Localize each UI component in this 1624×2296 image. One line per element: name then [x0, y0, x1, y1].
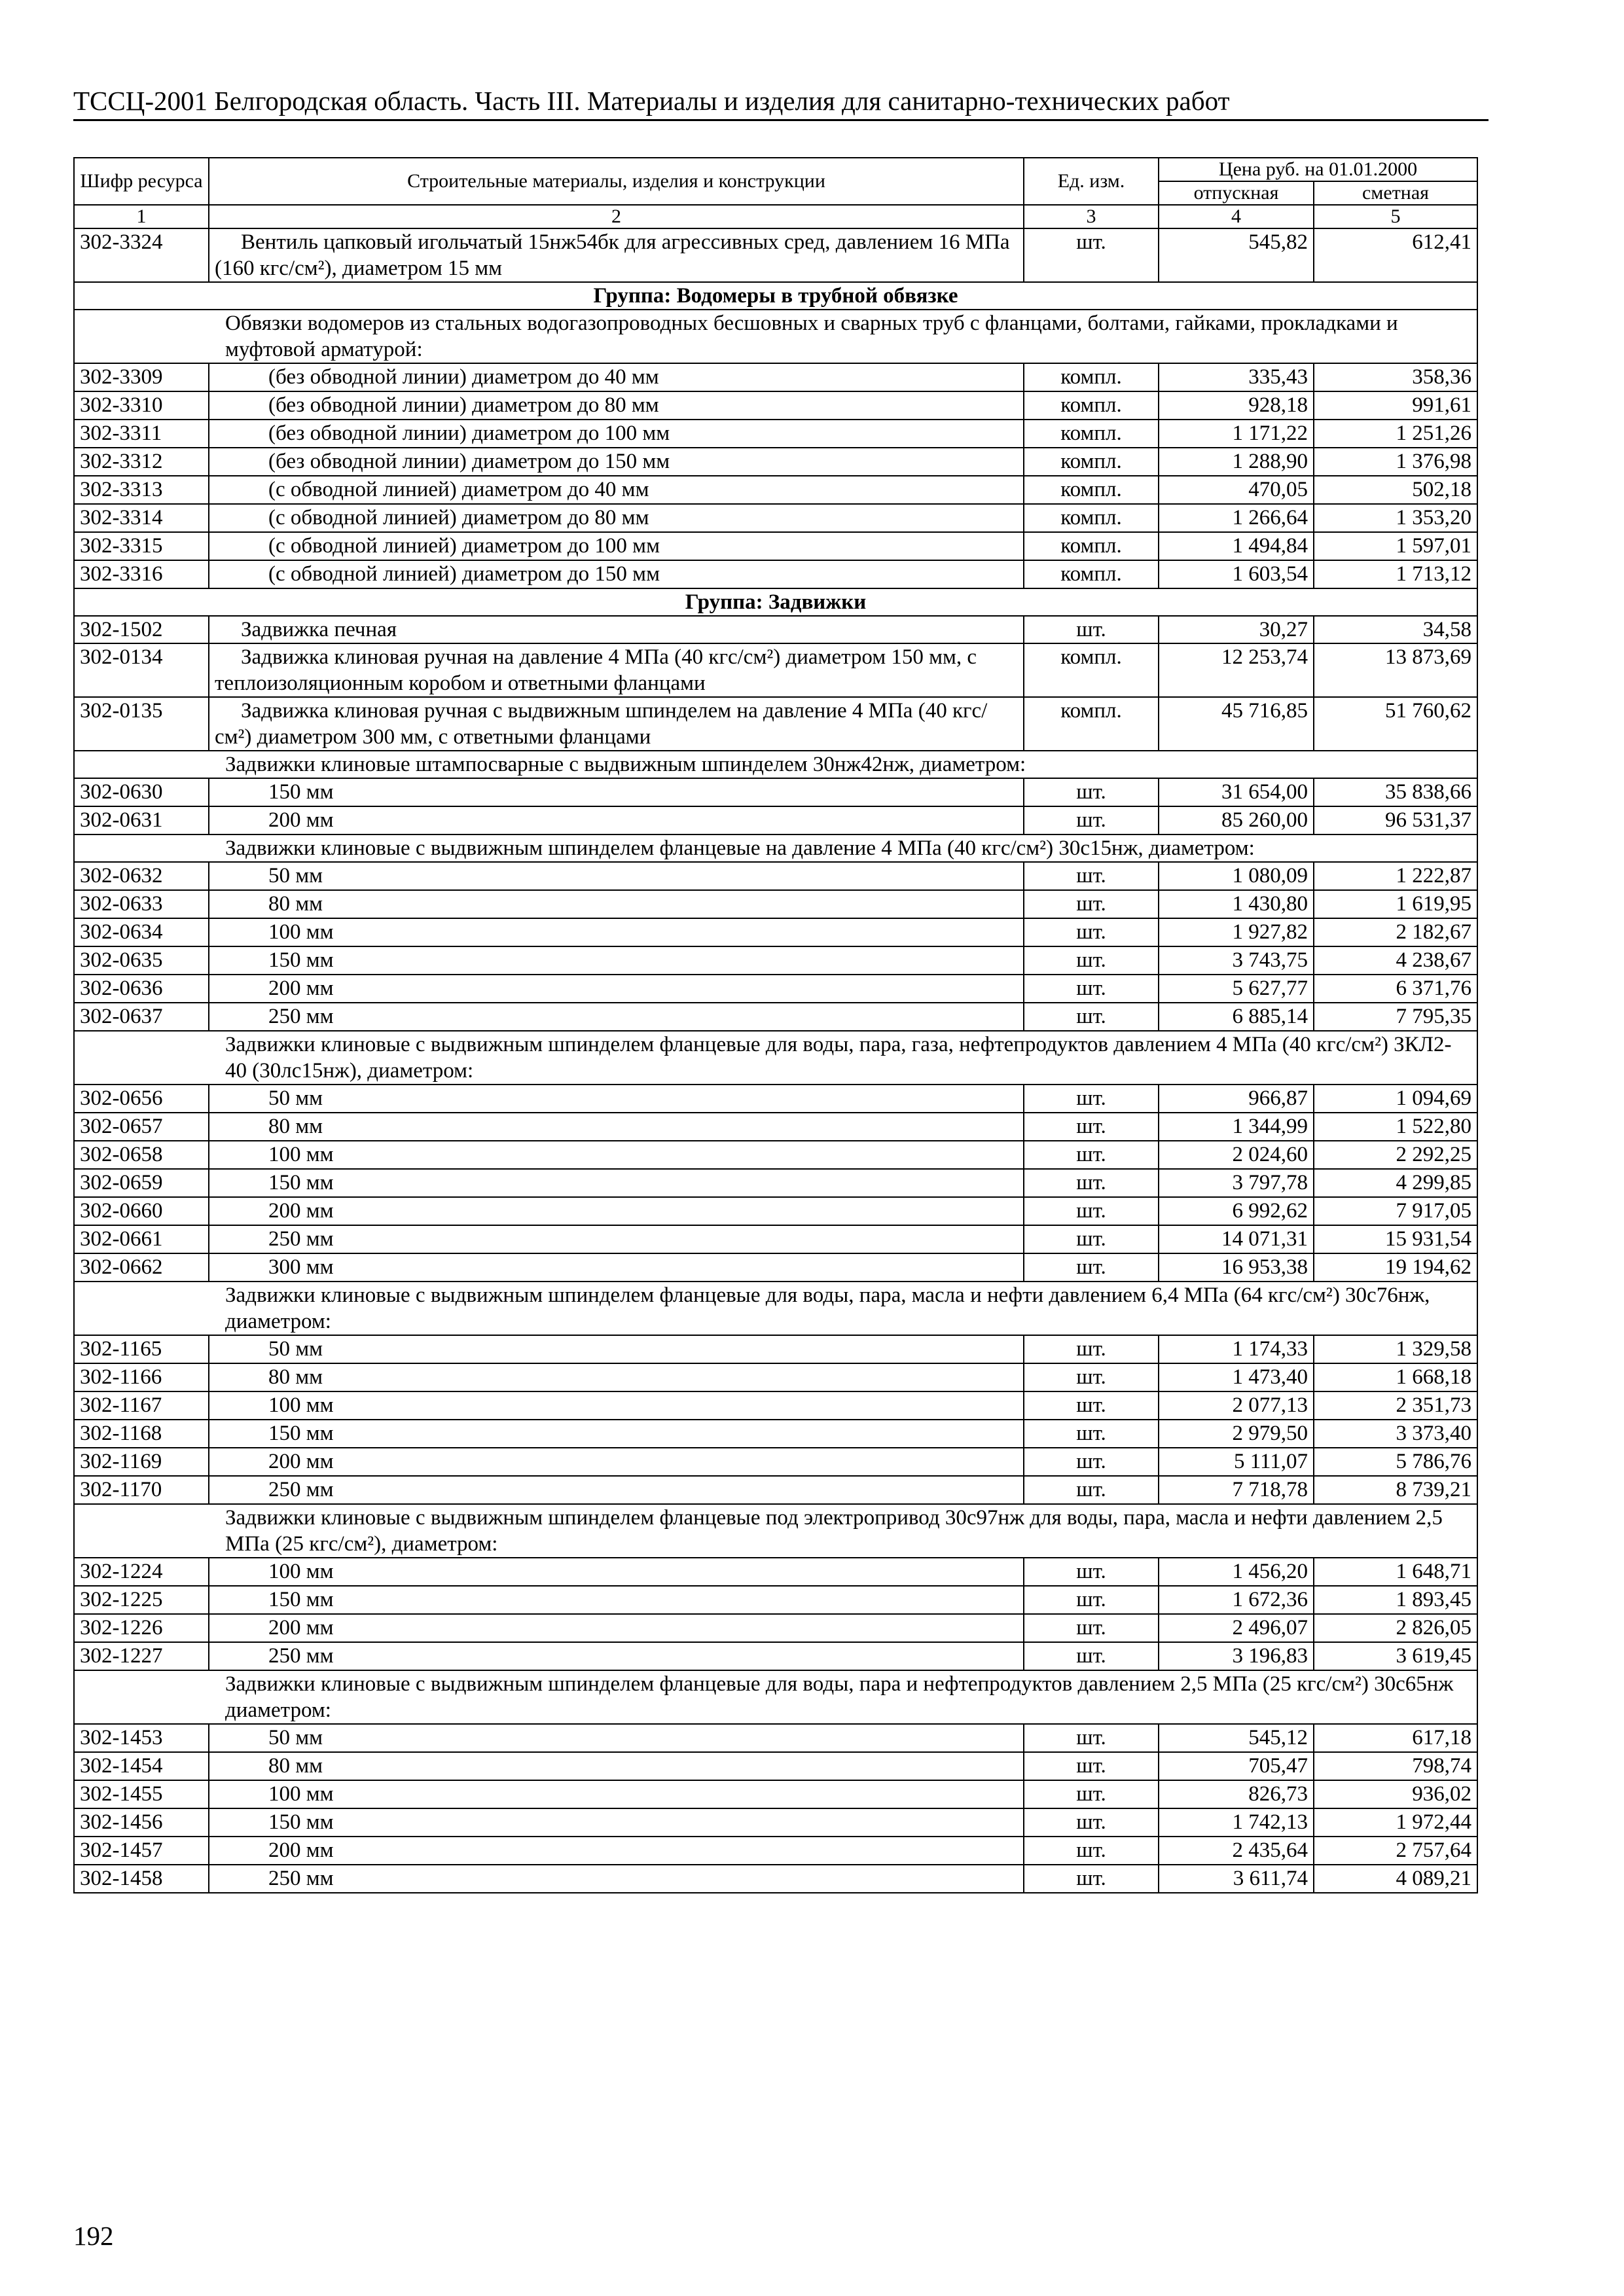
table-row	[74, 1113, 1477, 1141]
unit-cell: шт.	[1024, 1642, 1159, 1670]
column-number: 4	[1159, 205, 1314, 228]
table-row	[74, 1335, 1477, 1363]
estimate-price: 6 371,76	[1314, 975, 1477, 1003]
item-name: (с обводной линией) диаметром до 100 мм	[209, 532, 1024, 560]
unit-cell: шт.	[1024, 1448, 1159, 1476]
resource-code: 302-0661	[74, 1225, 209, 1253]
table-header-row	[74, 158, 1477, 181]
item-name: 250 мм	[209, 1642, 1024, 1670]
resource-code: 302-1502	[74, 616, 209, 643]
table-row	[74, 1141, 1477, 1169]
unit-cell: шт.	[1024, 1391, 1159, 1420]
unit-cell: шт.	[1024, 1780, 1159, 1808]
unit-cell: шт.	[1024, 1141, 1159, 1169]
subgroup-description: Задвижки клиновые с выдвижным шпинделем фланцевые под электропривод 30с97нж для воды, пара, масла и нефти давлением 2,5 МПа (25 кгс/см²), диаметром:	[74, 1504, 1477, 1558]
unit-cell: компл.	[1024, 476, 1159, 504]
release-price: 705,47	[1159, 1752, 1314, 1780]
column-number: 2	[209, 205, 1024, 228]
unit-cell: шт.	[1024, 1808, 1159, 1837]
release-price: 85 260,00	[1159, 806, 1314, 834]
header-estimate: сметная	[1314, 181, 1477, 205]
resource-code: 302-1456	[74, 1808, 209, 1837]
resource-code: 302-0636	[74, 975, 209, 1003]
subgroup-intro-row	[74, 1031, 1477, 1085]
table-row	[74, 1586, 1477, 1614]
header-price: Цена руб. на 01.01.2000	[1159, 158, 1477, 181]
item-name: 200 мм	[209, 1614, 1024, 1642]
estimate-price: 3 373,40	[1314, 1420, 1477, 1448]
estimate-price: 2 757,64	[1314, 1837, 1477, 1865]
estimate-price: 502,18	[1314, 476, 1477, 504]
header-name: Строительные материалы, изделия и конструкции	[209, 158, 1024, 205]
estimate-price: 35 838,66	[1314, 778, 1477, 806]
table-row	[74, 1808, 1477, 1837]
group-heading-row	[74, 282, 1477, 310]
resource-code: 302-0658	[74, 1141, 209, 1169]
release-price: 2 435,64	[1159, 1837, 1314, 1865]
item-name: 200 мм	[209, 806, 1024, 834]
table-row	[74, 862, 1477, 890]
item-name: 150 мм	[209, 778, 1024, 806]
item-name: 100 мм	[209, 918, 1024, 946]
table-row	[74, 1253, 1477, 1282]
release-price: 14 071,31	[1159, 1225, 1314, 1253]
resource-code: 302-1457	[74, 1837, 209, 1865]
release-price: 31 654,00	[1159, 778, 1314, 806]
release-price: 16 953,38	[1159, 1253, 1314, 1282]
release-price: 1 456,20	[1159, 1558, 1314, 1586]
unit-cell: шт.	[1024, 1420, 1159, 1448]
release-price: 2 979,50	[1159, 1420, 1314, 1448]
release-price: 1 473,40	[1159, 1363, 1314, 1391]
release-price: 30,27	[1159, 616, 1314, 643]
table-row	[74, 806, 1477, 834]
estimate-price: 936,02	[1314, 1780, 1477, 1808]
unit-cell: шт.	[1024, 890, 1159, 918]
resource-code: 302-1170	[74, 1476, 209, 1504]
estimate-price: 7 795,35	[1314, 1003, 1477, 1031]
resource-code: 302-3314	[74, 504, 209, 532]
group-heading: Группа: Задвижки	[74, 588, 1477, 616]
unit-cell: шт.	[1024, 228, 1159, 282]
resource-code: 302-1166	[74, 1363, 209, 1391]
subgroup-description: Задвижки клиновые с выдвижным шпинделем фланцевые для воды, пара и нефтепродуктов давлением 2,5 МПа (25 кгс/см²) 30с65нж диаметром:	[74, 1670, 1477, 1724]
subgroup-description: Задвижки клиновые с выдвижным шпинделем фланцевые на давление 4 МПа (40 кгс/см²) 30с15нж, диаметром:	[74, 834, 1477, 862]
subgroup-description: Обвязки водомеров из стальных водогазопроводных бесшовных и сварных труб с фланцами, болтами, гайками, прокладками и муфтовой арматурой:	[74, 310, 1477, 363]
unit-cell: компл.	[1024, 532, 1159, 560]
table-row	[74, 890, 1477, 918]
table-row	[74, 918, 1477, 946]
estimate-price: 2 182,67	[1314, 918, 1477, 946]
release-price: 3 196,83	[1159, 1642, 1314, 1670]
item-name: (с обводной линией) диаметром до 40 мм	[209, 476, 1024, 504]
item-row	[74, 643, 1477, 697]
item-row	[74, 228, 1477, 282]
price-table	[73, 157, 1478, 1893]
header-release: отпускная	[1159, 181, 1314, 205]
table-row	[74, 532, 1477, 560]
group-heading-row	[74, 588, 1477, 616]
item-row	[74, 616, 1477, 643]
item-name: 150 мм	[209, 1586, 1024, 1614]
unit-cell: шт.	[1024, 806, 1159, 834]
item-name: 150 мм	[209, 946, 1024, 975]
resource-code: 302-1455	[74, 1780, 209, 1808]
release-price: 5 627,77	[1159, 975, 1314, 1003]
item-name: (с обводной линией) диаметром до 80 мм	[209, 504, 1024, 532]
unit-cell: шт.	[1024, 1724, 1159, 1752]
resource-code: 302-1454	[74, 1752, 209, 1780]
release-price: 1 344,99	[1159, 1113, 1314, 1141]
item-name: (без обводной линии) диаметром до 150 мм	[209, 448, 1024, 476]
table-row	[74, 975, 1477, 1003]
column-number-row	[74, 205, 1477, 228]
item-name: 50 мм	[209, 862, 1024, 890]
estimate-price: 13 873,69	[1314, 643, 1477, 697]
resource-code: 302-0659	[74, 1169, 209, 1197]
resource-code: 302-0660	[74, 1197, 209, 1225]
item-name: 80 мм	[209, 1363, 1024, 1391]
item-name: 100 мм	[209, 1780, 1024, 1808]
release-price: 545,82	[1159, 228, 1314, 282]
table-row	[74, 1197, 1477, 1225]
estimate-price: 51 760,62	[1314, 697, 1477, 751]
table-row	[74, 1476, 1477, 1504]
unit-cell: компл.	[1024, 391, 1159, 420]
table-row	[74, 1225, 1477, 1253]
item-name: 80 мм	[209, 1752, 1024, 1780]
estimate-price: 1 329,58	[1314, 1335, 1477, 1363]
estimate-price: 1 597,01	[1314, 532, 1477, 560]
unit-cell: шт.	[1024, 975, 1159, 1003]
resource-code: 302-3315	[74, 532, 209, 560]
item-name: 50 мм	[209, 1724, 1024, 1752]
unit-cell: шт.	[1024, 1363, 1159, 1391]
estimate-price: 5 786,76	[1314, 1448, 1477, 1476]
release-price: 7 718,78	[1159, 1476, 1314, 1504]
estimate-price: 1 648,71	[1314, 1558, 1477, 1586]
resource-code: 302-0632	[74, 862, 209, 890]
unit-cell: компл.	[1024, 697, 1159, 751]
resource-code: 302-1224	[74, 1558, 209, 1586]
estimate-price: 1 713,12	[1314, 560, 1477, 588]
item-name: 50 мм	[209, 1335, 1024, 1363]
table-row	[74, 1865, 1477, 1893]
release-price: 966,87	[1159, 1085, 1314, 1113]
release-price: 1 288,90	[1159, 448, 1314, 476]
estimate-price: 798,74	[1314, 1752, 1477, 1780]
item-name: 250 мм	[209, 1476, 1024, 1504]
unit-cell: шт.	[1024, 1253, 1159, 1282]
release-price: 1 672,36	[1159, 1586, 1314, 1614]
resource-code: 302-0134	[74, 643, 209, 697]
release-price: 2 077,13	[1159, 1391, 1314, 1420]
release-price: 1 080,09	[1159, 862, 1314, 890]
estimate-price: 15 931,54	[1314, 1225, 1477, 1253]
resource-code: 302-0637	[74, 1003, 209, 1031]
estimate-price: 1 972,44	[1314, 1808, 1477, 1837]
resource-code: 302-1458	[74, 1865, 209, 1893]
unit-cell: шт.	[1024, 1197, 1159, 1225]
table-row	[74, 1780, 1477, 1808]
header-code: Шифр ресурса	[74, 158, 209, 205]
estimate-price: 1 619,95	[1314, 890, 1477, 918]
table-row	[74, 560, 1477, 588]
resource-code: 302-0631	[74, 806, 209, 834]
item-name: (без обводной линии) диаметром до 40 мм	[209, 363, 1024, 391]
unit-cell: шт.	[1024, 862, 1159, 890]
item-name: 200 мм	[209, 975, 1024, 1003]
unit-cell: шт.	[1024, 1752, 1159, 1780]
subgroup-intro-row	[74, 1504, 1477, 1558]
item-name: (с обводной линией) диаметром до 150 мм	[209, 560, 1024, 588]
release-price: 1 742,13	[1159, 1808, 1314, 1837]
estimate-price: 2 292,25	[1314, 1141, 1477, 1169]
subgroup-intro-row	[74, 1282, 1477, 1335]
table-row	[74, 1448, 1477, 1476]
resource-code: 302-0634	[74, 918, 209, 946]
estimate-price: 19 194,62	[1314, 1253, 1477, 1282]
subgroup-intro-row	[74, 310, 1477, 363]
resource-code: 302-1169	[74, 1448, 209, 1476]
table-row	[74, 1391, 1477, 1420]
table-row	[74, 391, 1477, 420]
column-number: 3	[1024, 205, 1159, 228]
release-price: 2 024,60	[1159, 1141, 1314, 1169]
table-row	[74, 448, 1477, 476]
resource-code: 302-3311	[74, 420, 209, 448]
estimate-price: 358,36	[1314, 363, 1477, 391]
release-price: 470,05	[1159, 476, 1314, 504]
item-name: 250 мм	[209, 1865, 1024, 1893]
resource-code: 302-0656	[74, 1085, 209, 1113]
estimate-price: 4 299,85	[1314, 1169, 1477, 1197]
table-row	[74, 1724, 1477, 1752]
unit-cell: компл.	[1024, 420, 1159, 448]
item-name: 150 мм	[209, 1808, 1024, 1837]
unit-cell: компл.	[1024, 448, 1159, 476]
table-row	[74, 1837, 1477, 1865]
estimate-price: 617,18	[1314, 1724, 1477, 1752]
subgroup-description: Задвижки клиновые с выдвижным шпинделем фланцевые для воды, пара, газа, нефтепродуктов давлением 4 МПа (40 кгс/см²) ЗКЛ2-40 (30лс15нж), диаметром:	[74, 1031, 1477, 1085]
table-row	[74, 1169, 1477, 1197]
resource-code: 302-1167	[74, 1391, 209, 1420]
estimate-price: 1 222,87	[1314, 862, 1477, 890]
unit-cell: шт.	[1024, 1586, 1159, 1614]
resource-code: 302-1168	[74, 1420, 209, 1448]
resource-code: 302-3324	[74, 228, 209, 282]
table-row	[74, 1363, 1477, 1391]
resource-code: 302-1227	[74, 1642, 209, 1670]
unit-cell: шт.	[1024, 616, 1159, 643]
resource-code: 302-0635	[74, 946, 209, 975]
subgroup-description: Задвижки клиновые с выдвижным шпинделем фланцевые для воды, пара, масла и нефти давлением 6,4 МПа (64 кгс/см²) 30с76нж, диаметром:	[74, 1282, 1477, 1335]
release-price: 1 927,82	[1159, 918, 1314, 946]
estimate-price: 2 351,73	[1314, 1391, 1477, 1420]
table-row	[74, 1752, 1477, 1780]
item-name: 300 мм	[209, 1253, 1024, 1282]
item-name: 150 мм	[209, 1169, 1024, 1197]
unit-cell: компл.	[1024, 504, 1159, 532]
resource-code: 302-1225	[74, 1586, 209, 1614]
item-name: 250 мм	[209, 1003, 1024, 1031]
item-name: Задвижка клиновая ручная на давление 4 МПа (40 кгс/см²) диаметром 150 мм, с теплоизоляционным коробом и ответными фланцами	[209, 643, 1024, 697]
release-price: 1 266,64	[1159, 504, 1314, 532]
unit-cell: шт.	[1024, 1003, 1159, 1031]
table-row	[74, 1003, 1477, 1031]
resource-code: 302-3316	[74, 560, 209, 588]
item-name: (без обводной линии) диаметром до 80 мм	[209, 391, 1024, 420]
resource-code: 302-1226	[74, 1614, 209, 1642]
table-row	[74, 1642, 1477, 1670]
estimate-price: 96 531,37	[1314, 806, 1477, 834]
table-row	[74, 1420, 1477, 1448]
resource-code: 302-1165	[74, 1335, 209, 1363]
estimate-price: 1 353,20	[1314, 504, 1477, 532]
unit-cell: шт.	[1024, 1085, 1159, 1113]
estimate-price: 7 917,05	[1314, 1197, 1477, 1225]
release-price: 335,43	[1159, 363, 1314, 391]
release-price: 12 253,74	[1159, 643, 1314, 697]
resource-code: 302-0662	[74, 1253, 209, 1282]
release-price: 3 797,78	[1159, 1169, 1314, 1197]
release-price: 6 992,62	[1159, 1197, 1314, 1225]
release-price: 45 716,85	[1159, 697, 1314, 751]
estimate-price: 1 893,45	[1314, 1586, 1477, 1614]
unit-cell: шт.	[1024, 1225, 1159, 1253]
page-header: ТССЦ-2001 Белгородская область. Часть III. Материалы и изделия для санитарно-технических работ	[73, 86, 1230, 116]
release-price: 3 611,74	[1159, 1865, 1314, 1893]
resource-code: 302-1453	[74, 1724, 209, 1752]
estimate-price: 3 619,45	[1314, 1642, 1477, 1670]
unit-cell: шт.	[1024, 1558, 1159, 1586]
release-price: 826,73	[1159, 1780, 1314, 1808]
item-name: 100 мм	[209, 1391, 1024, 1420]
table-row	[74, 420, 1477, 448]
release-price: 2 496,07	[1159, 1614, 1314, 1642]
release-price: 545,12	[1159, 1724, 1314, 1752]
item-name: 80 мм	[209, 890, 1024, 918]
estimate-price: 1 668,18	[1314, 1363, 1477, 1391]
resource-code: 302-0630	[74, 778, 209, 806]
header-unit: Ед. изм.	[1024, 158, 1159, 205]
table-row	[74, 363, 1477, 391]
unit-cell: компл.	[1024, 363, 1159, 391]
estimate-price: 991,61	[1314, 391, 1477, 420]
table-row	[74, 504, 1477, 532]
release-price: 1 430,80	[1159, 890, 1314, 918]
release-price: 1 494,84	[1159, 532, 1314, 560]
item-name: 80 мм	[209, 1113, 1024, 1141]
estimate-price: 4 238,67	[1314, 946, 1477, 975]
estimate-price: 612,41	[1314, 228, 1477, 282]
estimate-price: 34,58	[1314, 616, 1477, 643]
header-rule	[73, 119, 1489, 121]
item-name: 100 мм	[209, 1558, 1024, 1586]
resource-code: 302-0657	[74, 1113, 209, 1141]
column-number: 5	[1314, 205, 1477, 228]
estimate-price: 1 251,26	[1314, 420, 1477, 448]
unit-cell: компл.	[1024, 560, 1159, 588]
item-name: Вентиль цапковый игольчатый 15нж54бк для агрессивных сред, давлением 16 МПа (160 кгс/см²), диаметром 15 мм	[209, 228, 1024, 282]
release-price: 3 743,75	[1159, 946, 1314, 975]
item-name: 100 мм	[209, 1141, 1024, 1169]
unit-cell: шт.	[1024, 1837, 1159, 1865]
item-row	[74, 697, 1477, 751]
item-name: 250 мм	[209, 1225, 1024, 1253]
estimate-price: 1 376,98	[1314, 448, 1477, 476]
unit-cell: шт.	[1024, 946, 1159, 975]
release-price: 928,18	[1159, 391, 1314, 420]
estimate-price: 1 094,69	[1314, 1085, 1477, 1113]
item-name: 50 мм	[209, 1085, 1024, 1113]
unit-cell: шт.	[1024, 1113, 1159, 1141]
table-row	[74, 1614, 1477, 1642]
unit-cell: шт.	[1024, 918, 1159, 946]
subgroup-intro-row	[74, 1670, 1477, 1724]
unit-cell: шт.	[1024, 1335, 1159, 1363]
item-name: 200 мм	[209, 1448, 1024, 1476]
resource-code: 302-3313	[74, 476, 209, 504]
subgroup-intro-row	[74, 834, 1477, 862]
resource-code: 302-0135	[74, 697, 209, 751]
unit-cell: шт.	[1024, 1614, 1159, 1642]
unit-cell: компл.	[1024, 643, 1159, 697]
subgroup-description: Задвижки клиновые штампосварные с выдвижным шпинделем 30нж42нж, диаметром:	[74, 751, 1477, 778]
item-name: 150 мм	[209, 1420, 1024, 1448]
release-price: 1 171,22	[1159, 420, 1314, 448]
subgroup-intro-row	[74, 751, 1477, 778]
column-number: 1	[74, 205, 209, 228]
estimate-price: 4 089,21	[1314, 1865, 1477, 1893]
resource-code: 302-3310	[74, 391, 209, 420]
item-name: 200 мм	[209, 1837, 1024, 1865]
unit-cell: шт.	[1024, 1476, 1159, 1504]
release-price: 6 885,14	[1159, 1003, 1314, 1031]
release-price: 5 111,07	[1159, 1448, 1314, 1476]
table-row	[74, 1085, 1477, 1113]
release-price: 1 174,33	[1159, 1335, 1314, 1363]
estimate-price: 2 826,05	[1314, 1614, 1477, 1642]
table-row	[74, 1558, 1477, 1586]
estimate-price: 8 739,21	[1314, 1476, 1477, 1504]
table-row	[74, 476, 1477, 504]
unit-cell: шт.	[1024, 1169, 1159, 1197]
estimate-price: 1 522,80	[1314, 1113, 1477, 1141]
group-heading: Группа: Водомеры в трубной обвязке	[74, 282, 1477, 310]
release-price: 1 603,54	[1159, 560, 1314, 588]
item-name: (без обводной линии) диаметром до 100 мм	[209, 420, 1024, 448]
page-number: 192	[73, 2221, 114, 2251]
resource-code: 302-3312	[74, 448, 209, 476]
unit-cell: шт.	[1024, 1865, 1159, 1893]
item-name: 200 мм	[209, 1197, 1024, 1225]
unit-cell: шт.	[1024, 778, 1159, 806]
resource-code: 302-3309	[74, 363, 209, 391]
table-row	[74, 946, 1477, 975]
item-name: Задвижка клиновая ручная с выдвижным шпинделем на давление 4 МПа (40 кгс/см²) диаметром 300 мм, с ответными фланцами	[209, 697, 1024, 751]
table-row	[74, 778, 1477, 806]
resource-code: 302-0633	[74, 890, 209, 918]
item-name: Задвижка печная	[209, 616, 1024, 643]
